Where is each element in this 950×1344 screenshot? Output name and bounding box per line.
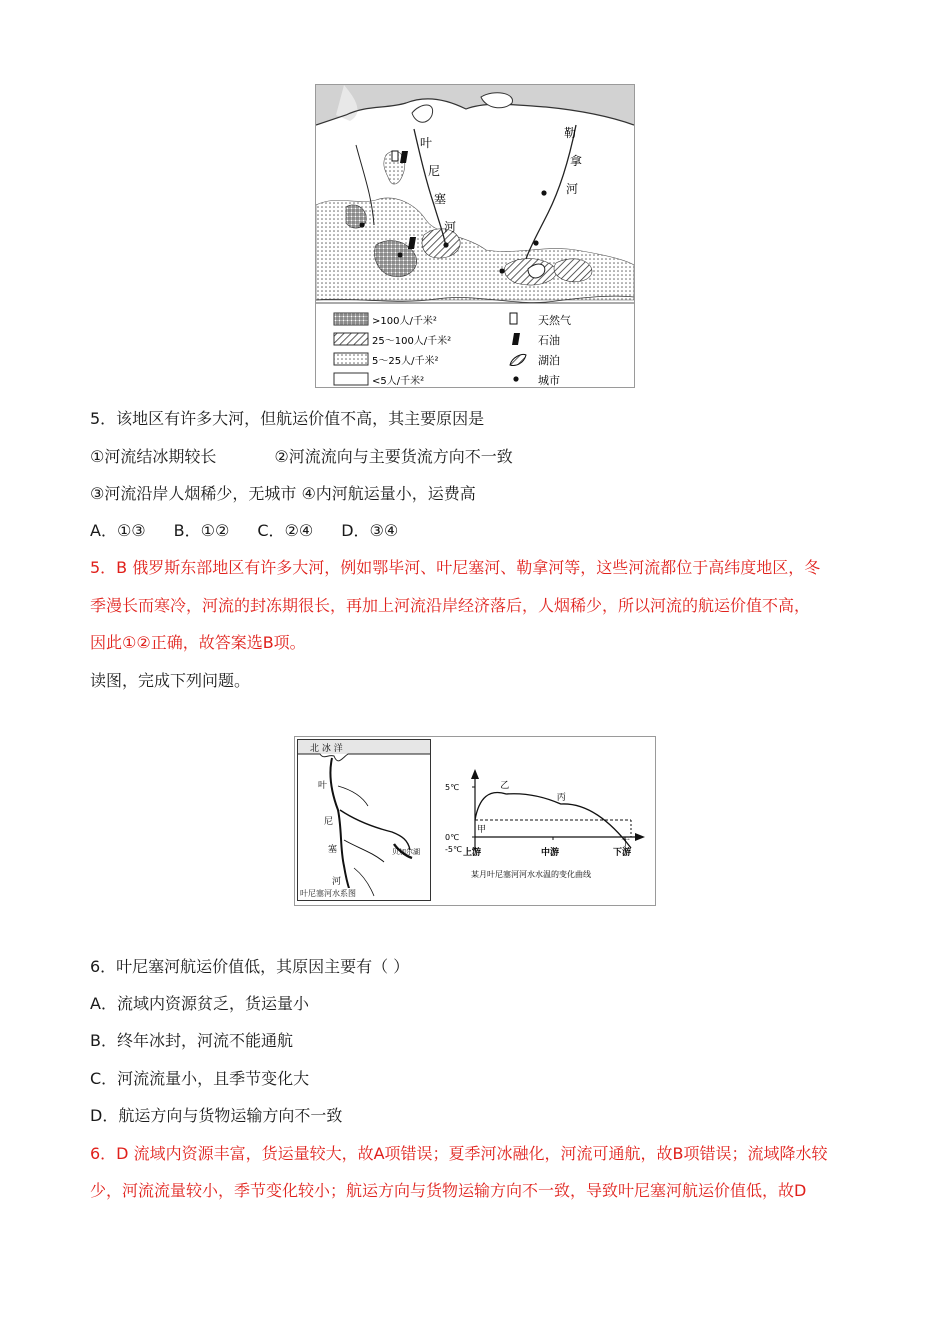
map-river-char-3: 塞 xyxy=(328,845,338,855)
yenisei-map-panel xyxy=(297,739,431,901)
legend-density-1: >100人/千米² xyxy=(372,316,437,327)
yenisei-map xyxy=(298,740,430,900)
river-yenisei-char-1: 叶 xyxy=(420,136,433,150)
legend-lake: 湖泊 xyxy=(538,354,560,367)
river-lena-char-2: 拿 xyxy=(570,154,583,168)
map-river-char-4: 河 xyxy=(332,877,342,887)
point-label: 丁 xyxy=(621,839,631,849)
q6-answer-line-2: 少，河流流量较小，季节变化较小；航运方向与货物运输方向不一致，导致叶尼塞河航运价值低，故D xyxy=(90,1181,807,1200)
q6-choice-d: D．航运方向与货物运输方向不一致 xyxy=(90,1106,343,1125)
river-lena-char-3: 河 xyxy=(566,182,579,196)
y-tick-label: -5℃ xyxy=(445,845,462,854)
y-tick-label: 5℃ xyxy=(445,783,460,792)
y-axis-arrow xyxy=(471,769,479,779)
x-category-label: 上游 xyxy=(463,848,482,858)
q6-stem: 6．叶尼塞河航运价值低，其原因主要有（ ） xyxy=(90,957,410,976)
map-ocean-label: 北 冰 洋 xyxy=(310,744,343,754)
figure-1-map xyxy=(315,84,635,388)
legend-oil: 石油 xyxy=(538,334,560,347)
q6-choice-c: C．河流流量小，且季节变化大 xyxy=(90,1069,310,1088)
point-label: 乙 xyxy=(500,781,510,791)
x-category-label: 下游 xyxy=(613,848,632,858)
q5-choice-a: A．①③ xyxy=(90,521,146,540)
russia-east-map xyxy=(316,85,634,387)
q5-answer-line-2: 季漫长而寒冷，河流的封冻期很长，再加上河流沿岸经济落后，人烟稀少，所以河流的航运价值不高， xyxy=(90,596,811,615)
map-lake-label: 贝加尔湖 xyxy=(392,848,420,856)
point-label: 甲 xyxy=(477,825,487,835)
q5-option-2: ②河流流向与主要货流方向不一致 xyxy=(274,447,513,466)
temperature-curve-chart xyxy=(435,739,653,903)
legend-density-3: 5～25人/千米² xyxy=(372,356,439,367)
x-axis-arrow xyxy=(635,833,645,841)
river-yenisei-char-4: 河 xyxy=(444,220,457,234)
map-river-char-2: 尼 xyxy=(324,817,334,827)
q5-choices xyxy=(90,521,398,541)
point-label: 丙 xyxy=(556,793,566,803)
y-tick-label: 0℃ xyxy=(445,833,460,842)
q5-option-1: ①河流结冰期较长 xyxy=(90,447,217,466)
q5-choice-d: D．③④ xyxy=(341,521,399,540)
legend-density-2: 25～100人/千米² xyxy=(372,336,452,347)
q5-options-row-1 xyxy=(90,447,513,467)
q5-option-4: ④内河航运量小，运费高 xyxy=(301,484,476,503)
river-yenisei-char-2: 尼 xyxy=(428,164,441,178)
river-yenisei-char-3: 塞 xyxy=(434,192,447,206)
instruction: 读图，完成下列问题。 xyxy=(90,671,251,690)
q5-stem: 5．该地区有许多大河，但航运价值不高，其主要原因是 xyxy=(90,409,485,428)
q6-choice-b: B．终年冰封，河流不能通航 xyxy=(90,1031,293,1050)
legend-density-4: <5人/千米² xyxy=(372,376,425,387)
q5-choice-b: B．①② xyxy=(173,521,230,540)
q5-option-3: ③河流沿岸人烟稀少，无城市 xyxy=(90,484,297,503)
q6-choice-a: A．流域内资源贫乏，货运量小 xyxy=(90,994,309,1013)
legend-city: 城市 xyxy=(538,374,560,387)
legend-gas: 天然气 xyxy=(538,314,571,327)
q6-answer-line-1: 6．D 流域内资源丰富，货运量较大，故A项错误；夏季河冰融化，河流可通航，故B项错误；流域降水较 xyxy=(90,1144,828,1163)
q5-options-row-2 xyxy=(90,484,476,504)
q5-answer-line-3: 因此①②正确，故答案选B项。 xyxy=(90,633,306,652)
map-river-char-1: 叶 xyxy=(318,781,328,791)
map-caption: 叶尼塞河水系图 xyxy=(300,889,356,898)
q5-answer-line-1: 5．B 俄罗斯东部地区有许多大河，例如鄂毕河、叶尼塞河、勒拿河等，这些河流都位于高纬度地区，冬 xyxy=(90,558,821,577)
chart-title: 某月叶尼塞河河水水温的变化曲线 xyxy=(471,870,591,879)
x-category-label: 中游 xyxy=(541,848,560,858)
q5-choice-c: C．②④ xyxy=(257,521,314,540)
figure-2 xyxy=(294,736,656,906)
river-lena-char-1: 勒 xyxy=(564,126,577,140)
